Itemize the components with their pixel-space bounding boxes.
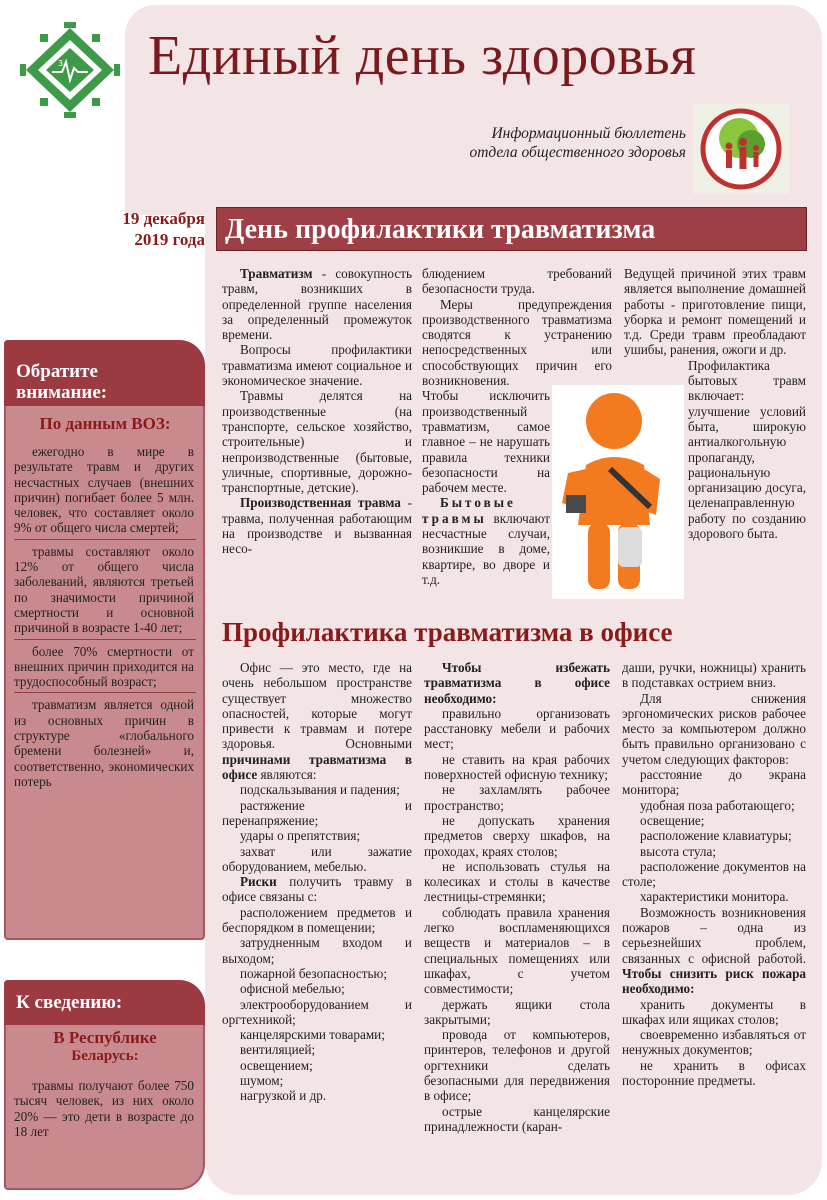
sidebar-attention-subtitle: По данным ВОЗ: [39,414,171,433]
subtitle-line: В Республике [53,1028,157,1047]
list-item: ежегодно в мире в результате травм и других несчастных случаев (внешних причин) погибает более 5 млн. человек, что составляет около 9% от общего числа смертей; [14,444,194,536]
section2-col3 [622,660,806,1088]
bulletin-line-2: отдела общественного здоровья [469,144,686,161]
list-item: освещение; [640,812,705,828]
section1-col1 [222,266,412,557]
text: Возможность возникновения пожаров – одна из серьезнейших проблем, связанных с офисной работой. [622,904,806,966]
list-item: не допускать хранения предметов сверху шкафов, на проходах, краях столов; [424,812,610,859]
list-item: не захламлять рабочее пространство; [424,782,610,813]
list-item: держать ящики стола закрытыми; [424,996,610,1027]
list-item: затрудненным входом и выходом; [222,935,412,966]
paragraph: Ведущей причиной этих травм является выполнение домашней работы - приготовление пищи, уборка и ремонт помещений и т.д. Среди травм преобладают ушибы, ранения, ожоги и др. [624,266,806,358]
list-item: захват или зажатие оборудованием, мебелью. [222,843,412,874]
text: - травма, полученная работающим на производстве и вызванная несо- [222,495,412,557]
section1-title-bar [216,207,807,251]
text: получить травму в офисе связаны с: [222,874,412,905]
list-item: хранить документы в шкафах или ящиках столов; [622,996,806,1027]
term-fire-risk: Чтобы снизить риск пожара необходимо: [622,965,806,997]
paragraph: даши, ручки, ножницы) хранить в подставках острием вниз. [622,660,806,691]
text: - совокупность травм, возникших в определенной группе населения за определенный промежуток времени. [222,266,412,343]
list-item: провода от компьютеров, принтеров, телефонов и другой оргтехники сделать безопасными для передвижения в офисе; [424,1027,610,1104]
page-title: Единый день здоровья [148,25,697,87]
section2-title: Профилактика травматизма в офисе [222,617,673,647]
term-risks: Риски [240,874,277,890]
issue-date [80,208,205,250]
list-item: расстояние до экрана монитора; [622,767,806,798]
list-item: своевременно избавляться от ненужных документов; [622,1027,806,1058]
list-item: расположением предметов и беспорядком в помещении; [222,904,412,936]
subtitle-line: Беларусь: [71,1048,139,1064]
list-item: не ставить на края рабочих поверхностей офисную технику; [424,751,610,783]
paragraph: блюдением требований безопасности труда. [422,266,612,297]
paragraph: Для снижения эргономических рисков рабочее место за компьютером должно быть правильно организовано с учетом следующих факторов: [622,690,806,767]
logo-digit: 3 [58,59,64,68]
sidebar-divider [14,539,196,540]
list-item: не хранить в офисах посторонние предметы. [622,1057,806,1089]
title-line: внимание: [16,382,108,403]
sidebar-attention-text [14,444,194,797]
paragraph: Вопросы профилактики травматизма имеют социальное и экономическое значение. [222,342,412,389]
list-item: электрооборудованием и оргтехникой; [222,996,412,1027]
list-item: удары о препятствия; [240,828,361,844]
list-item: подскальзывания и падения; [240,782,400,798]
list-item: характеристики монитора. [640,889,789,905]
term-household-trauma: Бытовые травмы [422,495,516,526]
term-traumatism: Травматизм [240,266,313,281]
list-item: шумом; [240,1073,284,1089]
list-item: пожарной безопасностью; [240,965,388,981]
people-tree-icon [693,104,789,194]
term-causes: причинами травматизма в офисе [222,751,412,783]
list-item: острые канцелярские принадлежности (каран- [424,1103,610,1134]
list-item: офисной мебелью; [240,981,345,997]
heartbeat-pattern-icon [20,22,120,118]
list-item: освещением; [240,1057,313,1073]
list-item: высота стула; [640,843,716,859]
bulletin-line-1: Информационный бюллетень [491,125,686,142]
list-item: травматизм является одной из основных причин в структуре «глобального бремени болезней» и, соответственно, экономических потерь [14,697,194,789]
list-item: канцелярскими товарами; [240,1027,385,1043]
list-item: удобная поза работающего; [640,797,795,813]
list-item: расположение документов на столе; [622,858,806,890]
logo [16,18,124,122]
sidebar-info-text [14,1078,194,1147]
list-item: соблюдать правила хранения легко воспламеняющихся веществ и материалов – в специальных помещениях или шкафах, с учетом совместимости; [424,904,610,997]
date-line-2: 2019 года [134,230,205,249]
text: являются: [257,767,317,783]
text: включают несчастные случаи, возникшие в доме, квартире, во дворе и т.д. [422,510,550,587]
text: Офис — это место, где на очень небольшом пространстве существует множество опасностей, которые могут привести к травмам и потере здоровья. Основными [222,660,412,752]
sidebar-divider [14,692,196,693]
date-line-1: 19 декабря [122,209,205,228]
section1-col3 [624,266,806,541]
list-item: не использовать стулья на колесиках и столы в качестве лестницы-стремянки; [424,858,610,905]
list-item: расположение клавиатуры; [640,828,792,844]
list-item: нагрузкой и др. [240,1088,327,1104]
list-item: более 70% смертности от внешних причин приходится на трудоспособный возраст; [14,643,194,690]
section2-col1 [222,660,412,1104]
paragraph: травмы получают более 750 тысяч человек, из них около 20% — это дети в возрасте до 18 лет [14,1078,194,1139]
section2-col2 [424,660,610,1134]
list-item: растяжение и перенапряжение; [222,797,412,828]
paragraph: Профилактика бытовых травм включает: улучшение условий быта, широкую антиалкогольную пропаганду, рациональную организацию досуга, целенаправленную работу по созданию здорового быта. [688,357,806,542]
sidebar-divider [14,639,196,640]
sidebar-info-title: К сведению: [16,992,123,1013]
list-item: вентиляцией; [240,1042,316,1058]
section1-title: День профилактики травматизма [225,214,656,245]
list-item: правильно организовать расстановку мебели и рабочих мест; [424,705,610,752]
paragraph: Травмы делятся на производственные (на транспорте, сельское хозяйство, строительные) и непроизводственные (бытовые, уличные, спортивные, дорожно-транспортные, детские). [222,388,412,496]
paragraph: Чтобы исключить производственный травматизм, самое главное – не нарушать правила техники безопасности на рабочем месте. [422,388,550,496]
sidebar-attention-title [16,361,107,403]
list-item: травмы составляют около 12% от общего числа заболеваний, являются третьей по значимости причиной смертности и основной причиной в возрасте 1-40 лет; [14,543,194,636]
sidebar-info-subtitle [10,1028,200,1066]
term-production-trauma: Производственная травма [240,495,401,511]
term-how-to-avoid: Чтобы избежать травматизма в офисе необходимо: [424,660,610,706]
title-line: Обратите [16,361,98,382]
bulletin-subtitle [370,124,686,162]
emblem [693,104,789,194]
paragraph: Меры предупреждения производственного травматизма сводятся к устранению непосредственных или способствующих причин его возникновения. [422,296,612,389]
